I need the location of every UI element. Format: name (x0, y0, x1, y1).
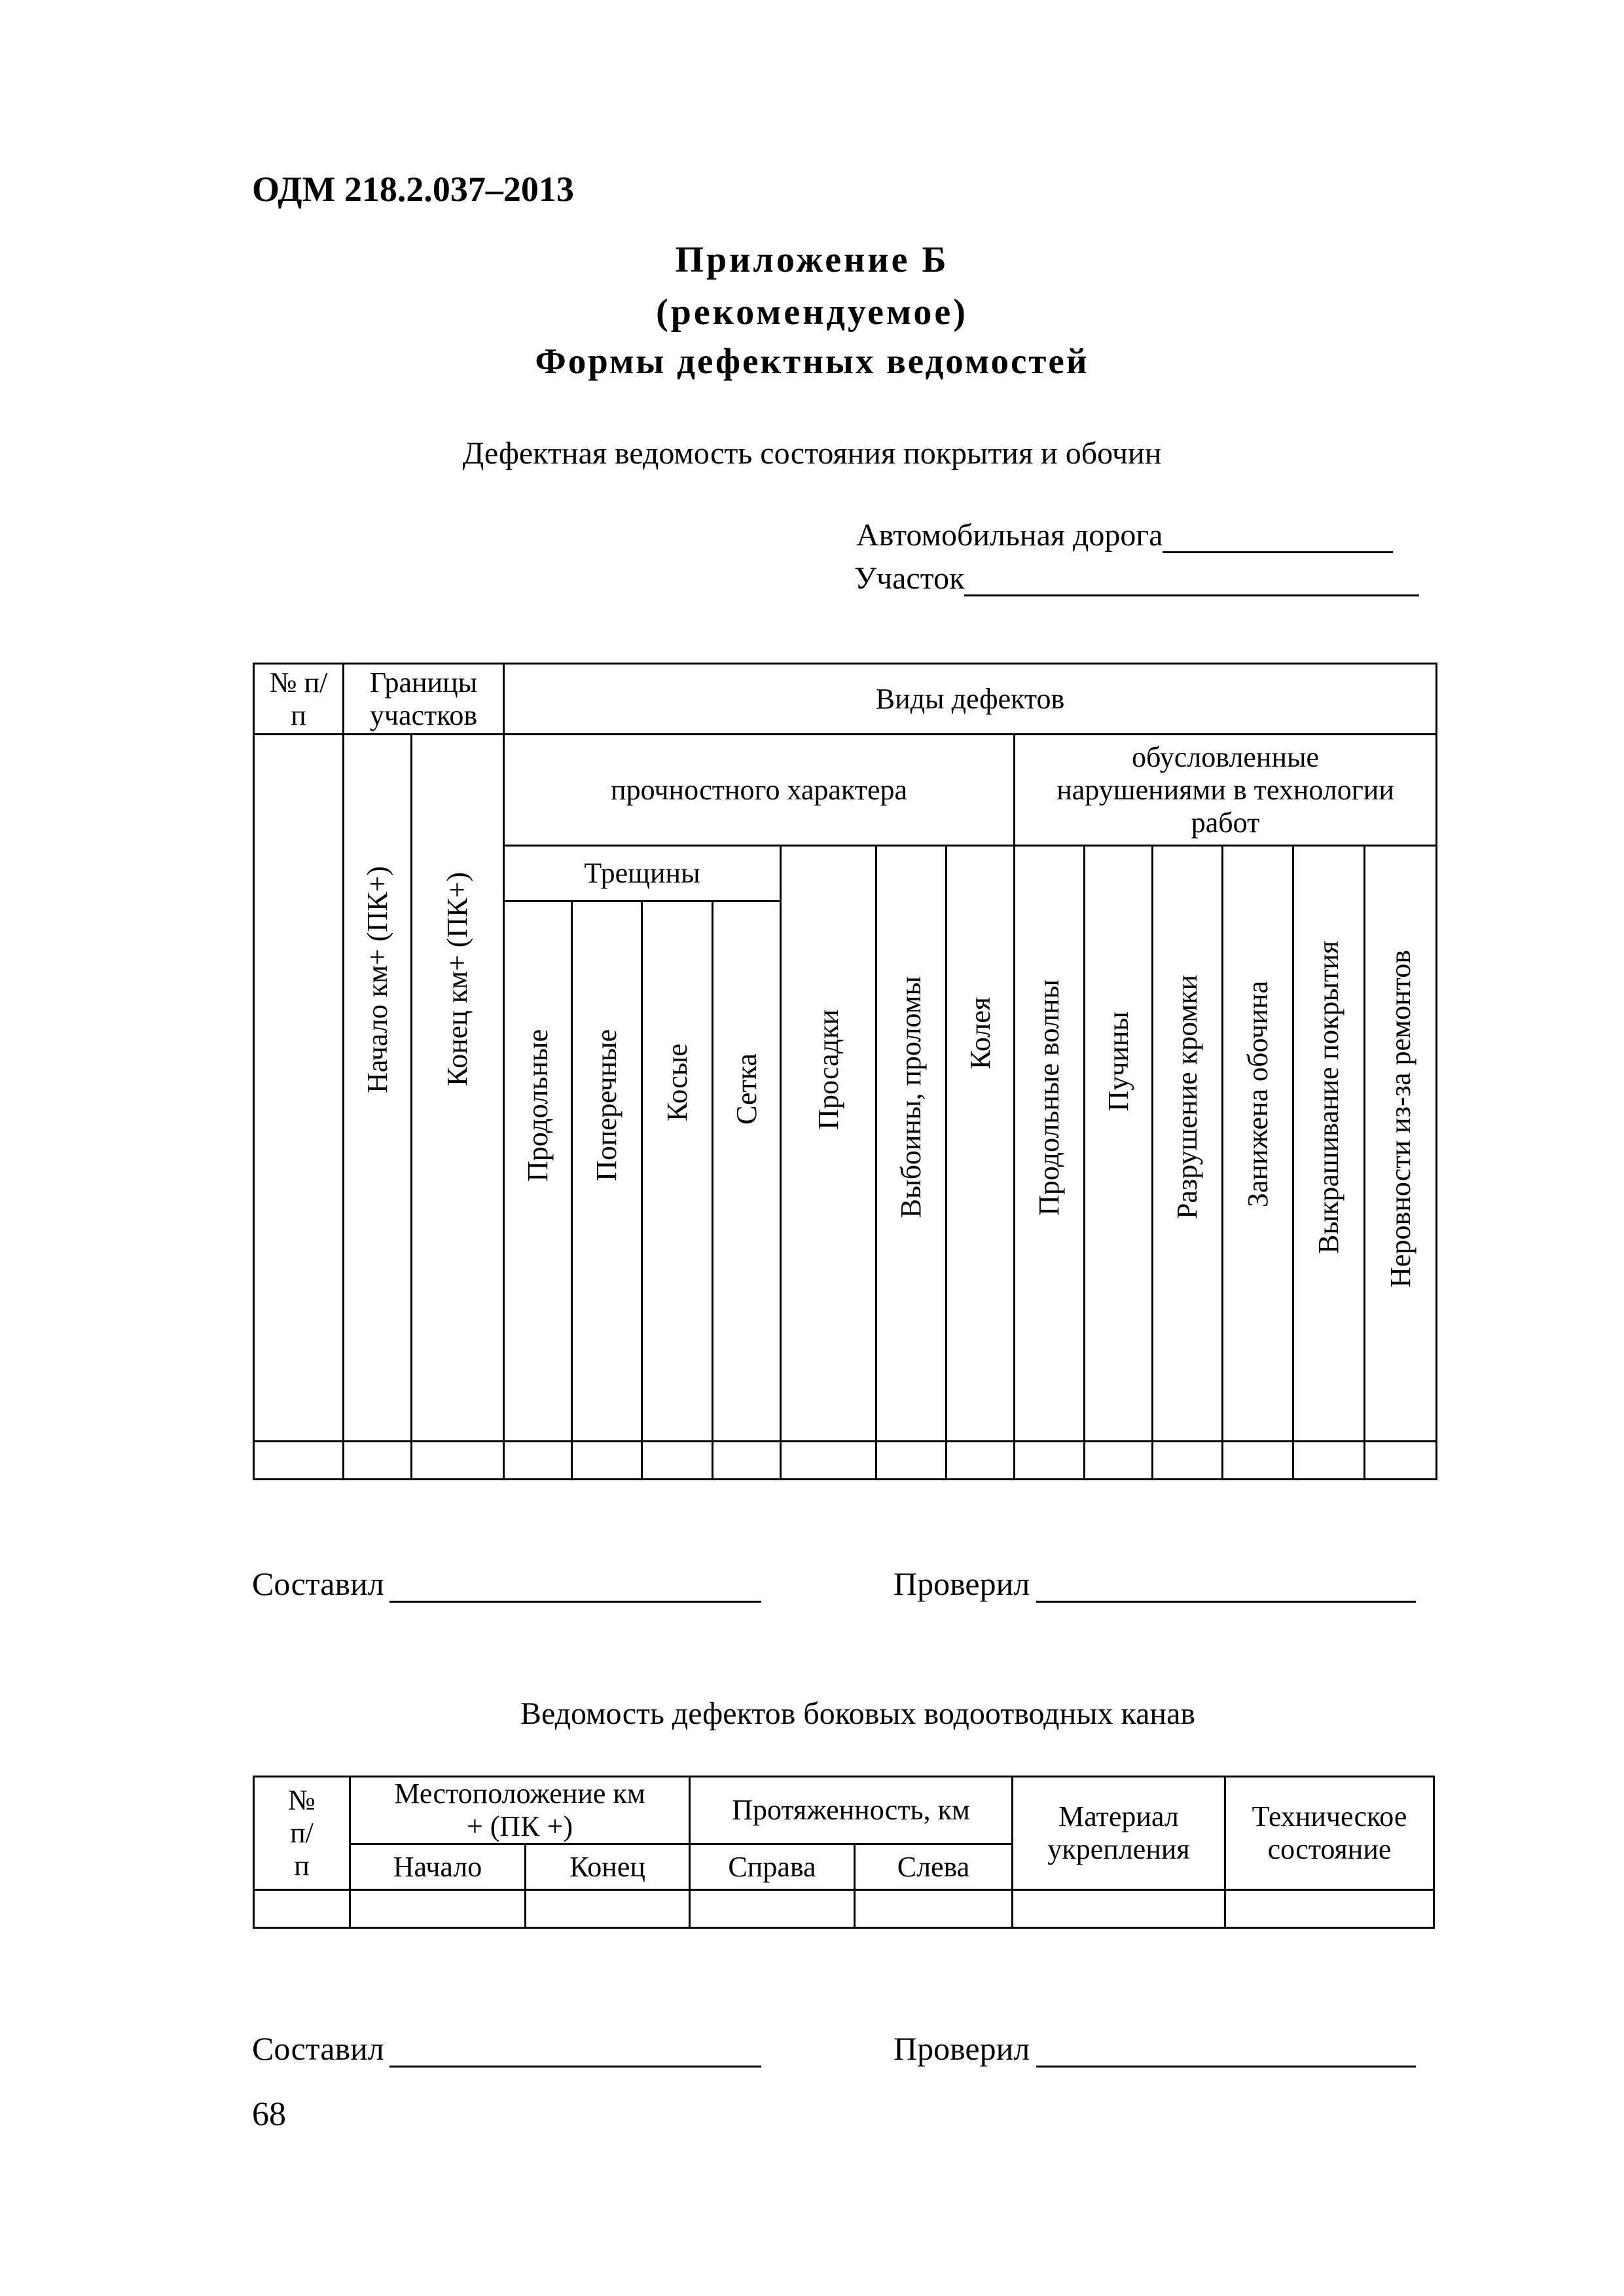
document-code: ОДМ 218.2.037–2013 (252, 170, 574, 209)
defects-table (253, 663, 1437, 1480)
checked-line[interactable] (1036, 1571, 1416, 1603)
checked-label: Проверил (893, 1565, 1030, 1602)
col-end-bound: Конец км+ (ПК+) (412, 735, 504, 1442)
form2-title: Ведомость дефектов боковых водоотводных канав (520, 1696, 1196, 1731)
tech-group-header: обусловленные нарушениями в технологии работ (1015, 735, 1437, 846)
location-end: Конец (526, 1844, 690, 1890)
form1-title: Дефектная ведомость состояния покрытия и обочин (462, 436, 1162, 471)
col-repair-unevenness: Неровности из-за ремонтов (1365, 846, 1437, 1442)
compiled-label: Составил (252, 2030, 384, 2067)
location-start: Начало (350, 1844, 526, 1890)
checked-label: Проверил (893, 2030, 1030, 2067)
compiled-line[interactable] (389, 2035, 761, 2068)
col-edge-destruction: Разрушение кромки (1153, 846, 1223, 1442)
form2-checked (893, 2030, 1416, 2068)
length-right: Справа (690, 1844, 855, 1890)
appendix-subtitle: (рекомендуемое) (656, 292, 968, 333)
compiled-line[interactable] (389, 1571, 761, 1603)
cracks-group-header: Трещины (504, 846, 781, 902)
ditch-num-header: № п/п (254, 1777, 350, 1890)
num-header: № п/п (254, 664, 344, 735)
compiled-label: Составил (252, 1565, 384, 1602)
bounds-header: Границы участков (344, 664, 504, 735)
ditches-table (253, 1776, 1435, 1929)
col-rut: Колея (947, 846, 1015, 1442)
col-crack-mesh: Сетка (713, 902, 781, 1442)
form1-compiled (252, 1565, 761, 1603)
form1-checked (893, 1565, 1416, 1603)
col-longitudinal-waves: Продольные волны (1015, 846, 1085, 1442)
col-potholes: Выбоины, проломы (876, 846, 947, 1442)
col-start-bound: Начало км+ (ПК+) (344, 735, 412, 1442)
col-ravelling: Выкрашивание покрытия (1293, 846, 1365, 1442)
table-row (254, 1442, 1437, 1480)
road-input-line[interactable] (1163, 521, 1393, 553)
strength-group-header: прочностного характера (504, 735, 1015, 846)
form2-compiled (252, 2030, 761, 2068)
road-field (856, 517, 1393, 553)
appendix-heading: Формы дефектных ведомостей (535, 341, 1089, 381)
checked-line[interactable] (1036, 2035, 1416, 2068)
col-sags: Просадки (781, 846, 876, 1442)
defects-header: Виды дефектов (504, 664, 1437, 735)
material-header: Материал укрепления (1013, 1777, 1225, 1890)
col-low-shoulder: Занижена обочина (1223, 846, 1293, 1442)
col-crack-transverse: Поперечные (572, 902, 642, 1442)
length-header: Протяженность, км (690, 1777, 1013, 1844)
col-crack-oblique: Косые (642, 902, 713, 1442)
col-heaves: Пучины (1085, 846, 1153, 1442)
length-left: Слева (855, 1844, 1013, 1890)
table-row (254, 1890, 1434, 1928)
section-label: Участок (854, 561, 965, 596)
page-number: 68 (252, 2096, 286, 2133)
section-input-line[interactable] (964, 564, 1419, 596)
appendix-title: Приложение Б (675, 240, 949, 280)
section-field (854, 560, 1419, 596)
col-crack-longitudinal: Продольные (504, 902, 572, 1442)
road-label: Автомобильная дорога (856, 518, 1163, 553)
location-header: Местоположение км + (ПК +) (350, 1777, 690, 1844)
condition-header: Техническое состояние (1225, 1777, 1434, 1890)
num-column-body (254, 735, 344, 1442)
